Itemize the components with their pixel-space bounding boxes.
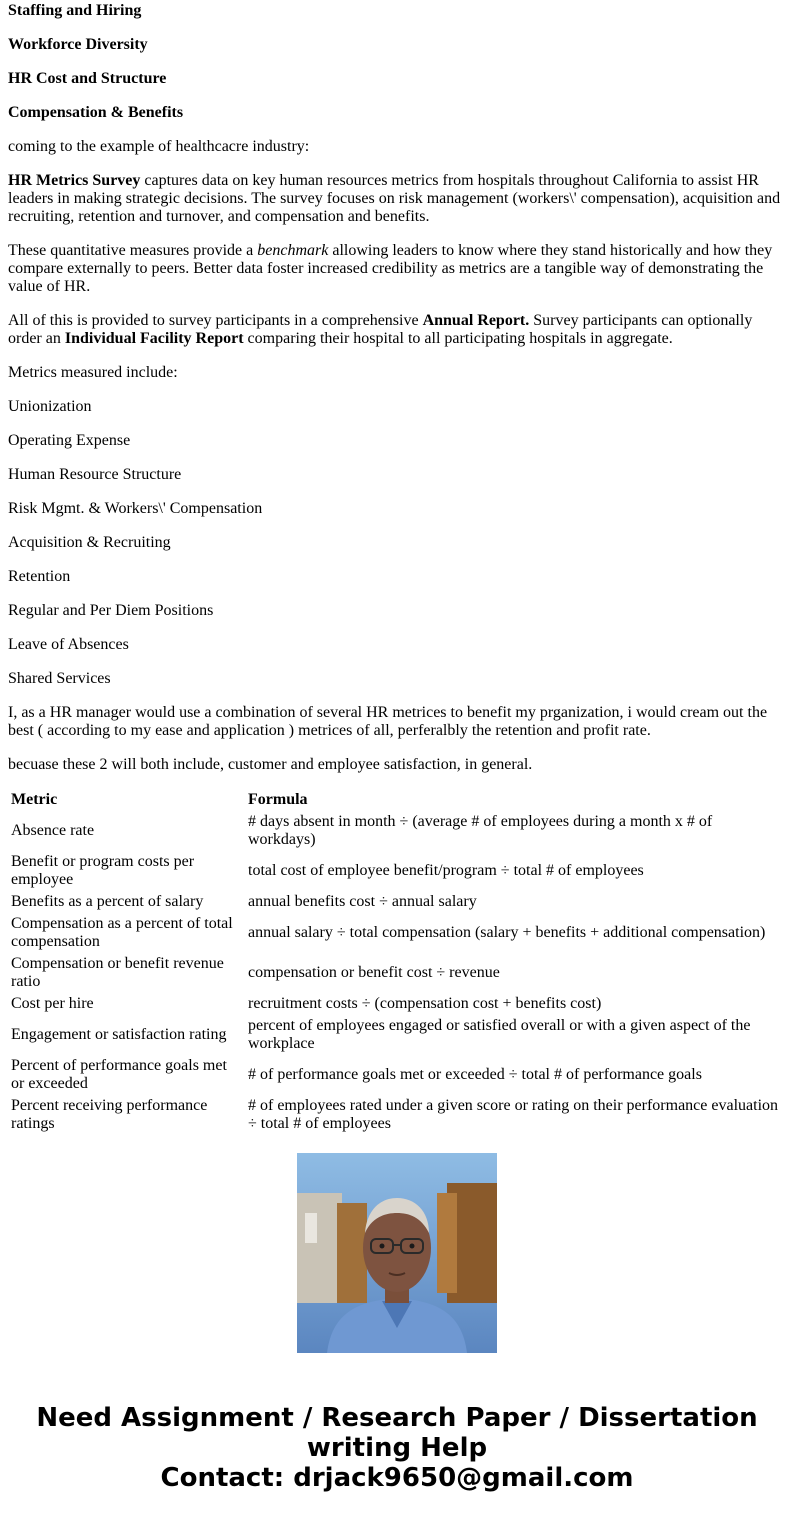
- table-row: [10, 914, 782, 952]
- table-row: [10, 1056, 782, 1094]
- footer-line-2: writing Help: [306, 1433, 488, 1463]
- heading-staffing: Staffing and Hiring: [8, 2, 142, 19]
- metric-cell: Benefit or program costs per employee: [11, 853, 195, 888]
- table-row: [10, 892, 782, 912]
- metric-cell: Percent of performance goals met or exceeded: [11, 1057, 227, 1092]
- benchmark-after: allowing leaders to know where they stand historically and how they compare externally to peers. Better data foster increased credibility as metrics are a tangible way of demonstrating the value of HR.: [8, 242, 773, 295]
- footer-banner: [0, 1403, 794, 1493]
- metric-item: Human Resource Structure: [8, 466, 182, 483]
- report-paragraph: [8, 312, 784, 348]
- footer-contact: Contact: drjack9650@gmail.com: [160, 1463, 634, 1493]
- survey-text: captures data on key human resources metrics from hospitals throughout California to assist HR leaders in making strategic decisions. The survey focuses on risk management (workers\' compensation), acquisition and recruiting, retention and turnover, and compensation and benefits.: [8, 172, 781, 225]
- table-row: [10, 1096, 782, 1134]
- report-part1: All of this is provided to survey participants in a comprehensive: [8, 312, 423, 329]
- table-row: [10, 954, 782, 992]
- metric-cell: Compensation as a percent of total compensation: [11, 915, 233, 950]
- formula-cell: recruitment costs ÷ (compensation cost + benefits cost): [248, 995, 602, 1012]
- formula-cell: # of performance goals met or exceeded ÷ total # of performance goals: [248, 1066, 702, 1083]
- table-row: [10, 1016, 782, 1054]
- formula-cell: percent of employees engaged or satisfied overall or with a given aspect of the workplace: [248, 1017, 751, 1052]
- metric-item: Regular and Per Diem Positions: [8, 602, 214, 619]
- metric-cell: Percent receiving performance ratings: [11, 1097, 208, 1132]
- report-part3: comparing their hospital to all participating hospitals in aggregate.: [243, 330, 673, 347]
- annual-report: Annual Report.: [422, 312, 530, 329]
- formula-cell: annual salary ÷ total compensation (salary + benefits + additional compensation): [248, 924, 766, 941]
- formula-cell: # days absent in month ÷ (average # of employees during a month x # of workdays): [248, 813, 713, 848]
- metric-cell: Absence rate: [11, 822, 95, 839]
- metric-item: Shared Services: [8, 670, 111, 687]
- heading-hr-cost: HR Cost and Structure: [8, 70, 167, 87]
- facility-report: Individual Facility Report: [64, 330, 244, 347]
- author-avatar: [297, 1153, 497, 1353]
- metrics-intro: Metrics measured include:: [8, 364, 178, 381]
- column-header-metric: Metric: [11, 791, 58, 808]
- author-photo: [297, 1153, 497, 1353]
- formula-cell: total cost of employee benefit/program ÷ total # of employees: [248, 862, 644, 879]
- intro-text: coming to the example of healthcacre industry:: [8, 138, 310, 155]
- formula-cell: annual benefits cost ÷ annual salary: [248, 893, 477, 910]
- metric-cell: Benefits as a percent of salary: [11, 893, 204, 910]
- table-row: [10, 812, 782, 850]
- benchmark-paragraph: [8, 242, 784, 296]
- metric-item: Retention: [8, 568, 71, 585]
- metric-cell: Engagement or satisfaction rating: [11, 1026, 227, 1043]
- article-content: [8, 0, 784, 1132]
- table-row: [10, 994, 782, 1014]
- report-part2: Survey participants can optionally order an: [8, 312, 753, 347]
- manager-paragraph: I, as a HR manager would use a combination of several HR metrices to benefit my prganization, i would cream out the best ( according to my ease and application ) metrices of all, perferalbly the retention and profit rate.: [8, 704, 768, 739]
- footer-line-1: Need Assignment / Research Paper / Dissertation: [36, 1403, 758, 1433]
- because-paragraph: becuase these 2 will both include, customer and employee satisfaction, in general.: [8, 756, 533, 773]
- metric-item: Leave of Absences: [8, 636, 129, 653]
- table-header-row: [10, 790, 782, 810]
- metrics-table: [8, 788, 784, 1136]
- survey-paragraph: [8, 172, 784, 226]
- benchmark-word: benchmark: [257, 242, 329, 259]
- metric-cell: Compensation or benefit revenue ratio: [11, 955, 224, 990]
- metric-item: Unionization: [8, 398, 92, 415]
- metric-item: Risk Mgmt. & Workers\' Compensation: [8, 500, 263, 517]
- survey-title: HR Metrics Survey: [8, 172, 141, 189]
- heading-compensation: Compensation & Benefits: [8, 104, 184, 121]
- benchmark-before: These quantitative measures provide a: [8, 242, 258, 259]
- table-row: [10, 852, 782, 890]
- heading-diversity: Workforce Diversity: [8, 36, 148, 53]
- metric-cell: Cost per hire: [11, 995, 94, 1012]
- metric-item: Acquisition & Recruiting: [8, 534, 171, 551]
- formula-cell: compensation or benefit cost ÷ revenue: [248, 964, 500, 981]
- column-header-formula: Formula: [248, 791, 308, 808]
- formula-cell: # of employees rated under a given score or rating on their performance evaluation ÷ total # of employees: [248, 1097, 779, 1132]
- metric-item: Operating Expense: [8, 432, 131, 449]
